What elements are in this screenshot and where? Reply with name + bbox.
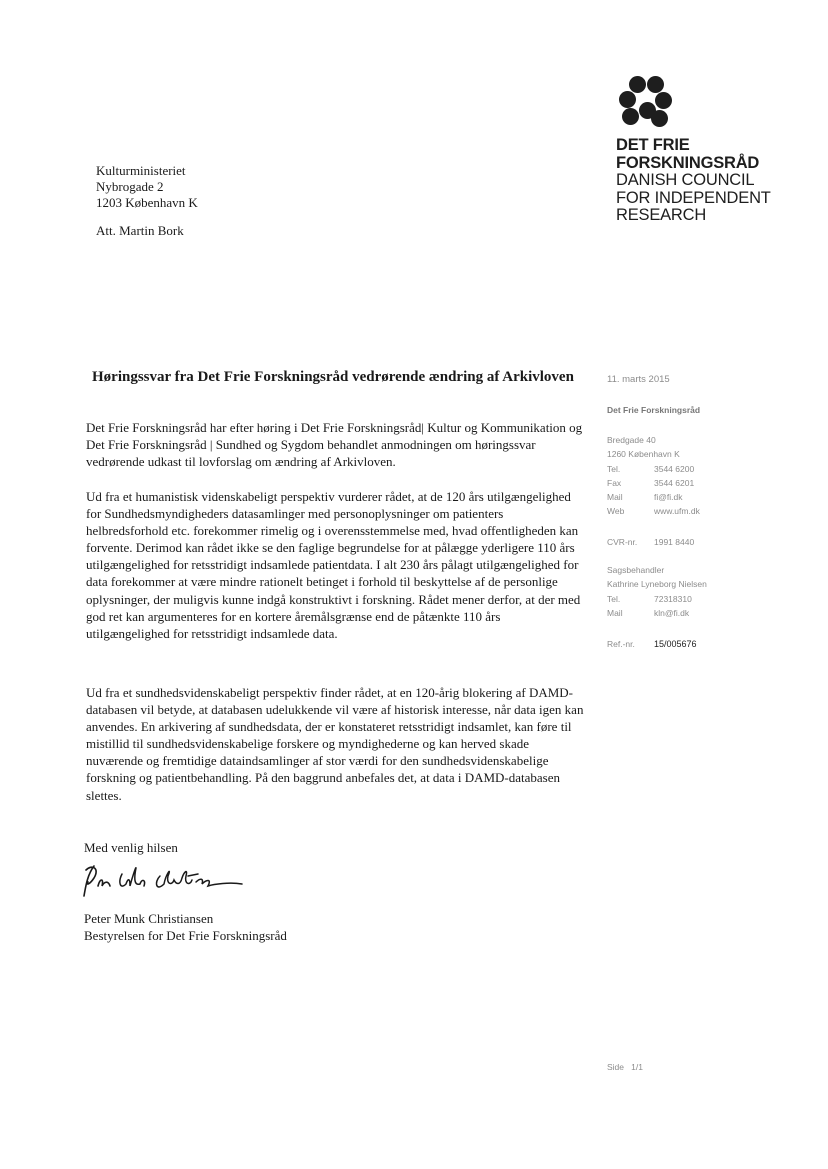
page-label: Side [607,1062,625,1072]
handwritten-signature [80,856,245,900]
body-paragraph: Ud fra et humanistisk videnskabeligt perspektiv vurderer rådet, at de 120 års utilgængelighed for Sundhedsmyndigheders datasamlinger med personoplysninger om patienters helbredsforhold etc. forekommer rimelig og i overensstemmelse med, hvad offentligheden kan forvente. Derimod kan rådet ikke se den faglige begrundelse for at pålægge yderligere 110 års utilgængelighed for retsstridigt indsamlede patientdata. I alt 230 års pålagt utilgængelighed for data forekommer at være mindre rationelt betinget i forhold til beskyttelse af de personlige oplysninger, der muligvis kunne indgå konstruktivt i forskning. Rådet mener derfor, at der med god ret kan argumenteres for en kortere åremålsgrænse end de påtænkte 110 års utilgængelighed for retsstridigt indsamlede data. [86,489,581,641]
recipient-attention: Att. Martin Bork [96,223,184,238]
contact-value: 3544 6200 [654,463,695,474]
case-handler [607,563,707,620]
recipient-address [96,163,198,211]
contact-value: fi@fi.dk [654,492,683,503]
ref-label: Ref.-nr. [607,639,635,649]
recipient-city: 1203 København K [96,195,198,210]
logo-line: DET FRIE [616,136,690,154]
letter-title: Høringssvar fra Det Frie Forskningsråd vedrørende ændring af Arkivloven [92,369,574,385]
page-value: 1/1 [631,1062,643,1072]
contact-value: kln@fi.dk [654,607,690,618]
signer-block [84,910,287,944]
signer-role: Bestyrelsen for Det Frie Forskningsråd [84,928,287,943]
contact-label: Tel. [607,593,621,604]
body-paragraph: Det Frie Forskningsråd har efter høring i Det Frie Forskningsråd| Kultur og Kommunikation og Det Frie Forskningsråd | Sundhed og Sygdom behandlet anmodningen om høringssvar vedrørende udkast til lovforslag om ændring af Arkivloven. [86,420,583,470]
contact-value: www.ufm.dk [654,506,700,517]
cvr-number [607,535,694,549]
sender-contact [607,433,700,519]
letter-date: 11. marts 2015 [607,374,670,385]
page-number [607,1060,643,1074]
cvr-label: CVR-nr. [607,537,638,547]
recipient-name: Kulturministeriet [96,163,186,178]
logo-line: DANISH COUNCIL [616,171,755,189]
logo-line: FORSKNINGSRÅD [616,153,760,172]
contact-label: Fax [607,477,622,488]
closing-greeting: Med venlig hilsen [84,840,178,855]
logo-line: FOR INDEPENDENT [616,188,771,207]
logo-dots-icon [617,76,673,136]
ref-value: 15/005676 [654,639,697,649]
logo-wordmark [616,137,771,225]
contact-value: 3544 6201 [654,477,695,488]
logo-line: RESEARCH [616,206,707,224]
signer-name: Peter Munk Christiansen [84,911,214,926]
case-name: Kathrine Lyneborg Nielsen [607,579,707,590]
contact-label: Mail [607,492,623,503]
contact-value: 72318310 [654,593,692,604]
sender-org: Det Frie Forskningsråd [607,405,701,415]
recipient-street: Nybrogade 2 [96,179,164,194]
body-paragraph: Ud fra et sundhedsvidenskabeligt perspektiv finder rådet, at en 120-årig blokering af DAMD-databasen vil betyde, at databasen udelukkende vil være af historisk interesse, når data igen kan anvendes. En arkivering af sundhedsdata, der er konstateret retsstridigt indsamlet, kan føre til mistillid til sundhedsvidenskabelige forskere og myndighederne og kan herved skade nuværende og fremtidige dataindsamlinger af stor værdi for den sundhedsvidenskabelige forskning og patientbehandling. På den baggrund anbefales det, at data i DAMD-databasen slettes. [86,685,584,803]
cvr-value: 1991 8440 [654,537,695,547]
reference-number [607,637,697,651]
contact-label: Web [607,506,625,517]
case-title: Sagsbehandler [607,565,665,575]
sender-street: Bredgade 40 [607,435,656,445]
contact-label: Mail [607,607,623,618]
sender-city: 1260 København K [607,449,680,460]
contact-label: Tel. [607,463,621,474]
